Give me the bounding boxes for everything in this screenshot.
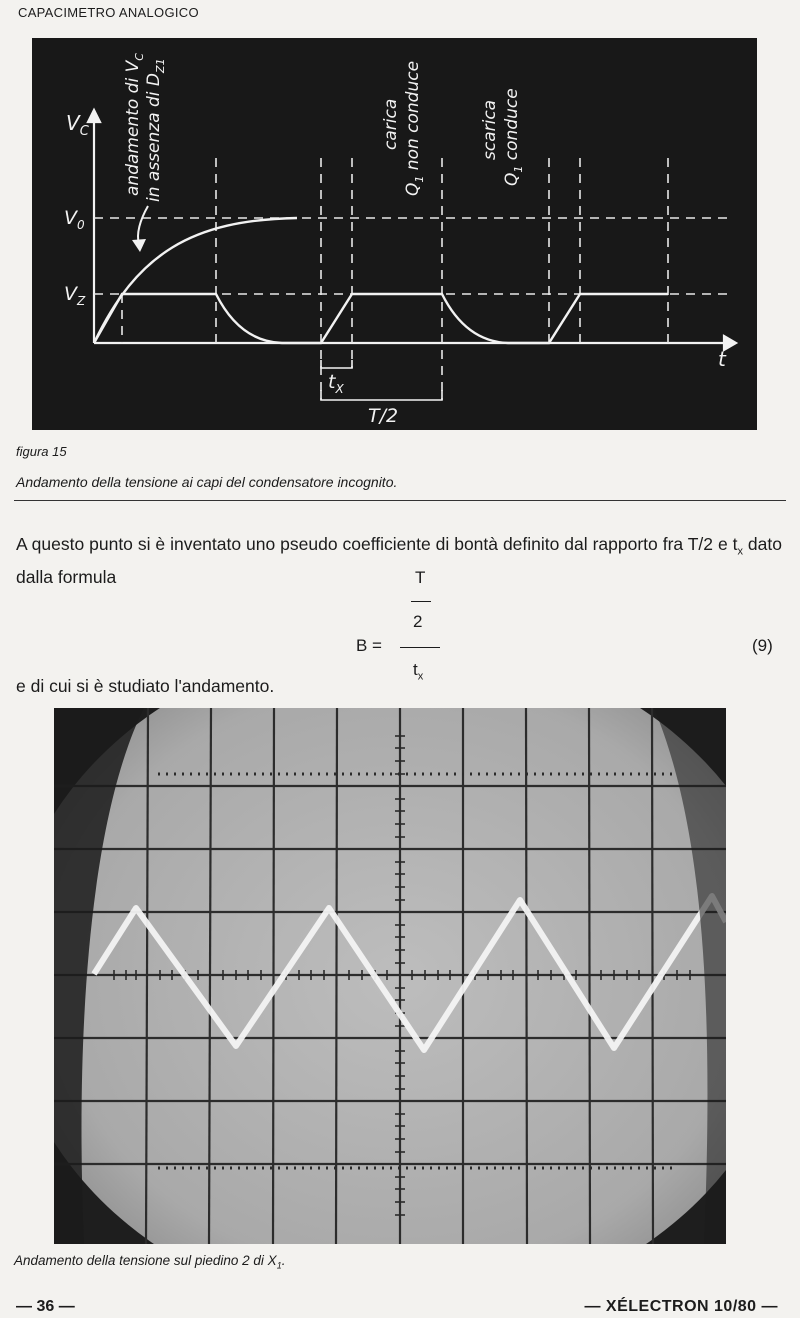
half-period-label: T/2 [368, 405, 399, 427]
body-paragraph-b: e di cui si è studiato l'andamento. [16, 676, 275, 696]
oscilloscope-photo [54, 708, 726, 1244]
equation-number: (9) [752, 636, 773, 655]
figure-15-diagram [32, 38, 757, 430]
formula-inner-fraction-bar [411, 601, 431, 602]
running-header: CAPACIMETRO ANALOGICO [18, 5, 199, 20]
figure-15-number: figura 15 [16, 444, 67, 459]
page-number: — 36 — [16, 1298, 75, 1315]
formula-numerator-top: T [415, 568, 426, 587]
annotation-carica-line2: $Q_1$ non conduce [403, 60, 426, 196]
annotation-andamento-line2: in assenza di $D_{Z1}$ [144, 58, 167, 202]
formula-denominator: $t_x$ [413, 660, 424, 683]
oscilloscope-screen [54, 708, 726, 1244]
v0-label: $V_0$ [64, 207, 85, 232]
formula-main-fraction-bar [400, 647, 440, 648]
annotation-scarica-line1: scarica [480, 99, 500, 160]
figure-15-caption: Andamento della tensione ai capi del condensatore incognito. [16, 474, 398, 490]
axis-x-label: t [718, 347, 726, 371]
vz-label: $V_Z$ [64, 283, 86, 308]
annotation-andamento-line1: andamento di $V_C$ [123, 53, 146, 196]
annotation-carica-line1: carica [381, 98, 401, 150]
formula-lhs: B = [356, 636, 382, 655]
body-paragraph-a: A questo punto si è inventato uno pseudo coefficiente di bontà definito dal rapporto fra T/2 e $t_x$ dato dalla formula [16, 534, 782, 587]
annotation-scarica-line2: $Q_1$ conduce [502, 88, 525, 186]
formula-numerator-bottom: 2 [413, 612, 423, 631]
tx-label: $t_X$ [328, 371, 344, 396]
axis-y-label: $V_C$ [66, 111, 89, 139]
caption-rule [14, 500, 786, 501]
capacitor-voltage-diagram [32, 38, 757, 430]
oscilloscope-caption: Andamento della tensione sul piedino 2 di $X_1$. [14, 1253, 286, 1271]
formula-9 [340, 568, 460, 688]
journal-footer: — XÉLECTRON 10/80 — [584, 1298, 778, 1315]
